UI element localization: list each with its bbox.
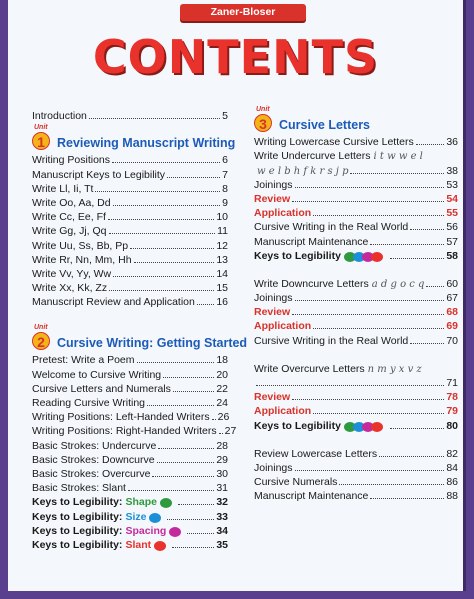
entry-page: 35 (216, 538, 228, 551)
leader-dots (313, 328, 444, 329)
leader-dots (379, 456, 444, 457)
toc-entry[interactable] (32, 252, 228, 266)
leader-dots (109, 290, 214, 291)
leader-dots (292, 314, 444, 315)
entry-page: 55 (446, 207, 458, 220)
cursive-sample: i t w w e l (373, 151, 423, 163)
unit-2-heading[interactable] (32, 324, 248, 351)
toc-entry[interactable] (32, 181, 228, 195)
leader-dots (173, 391, 214, 392)
toc-entry[interactable] (32, 294, 228, 308)
entry-label: Write Gg, Jj, Qq (32, 225, 107, 238)
entry-page: 26 (217, 411, 230, 424)
entry-page: 56 (446, 221, 458, 234)
entry-label: Cursive Letters and Numerals (32, 382, 171, 395)
entry-label: Manuscript Review and Application (32, 296, 195, 309)
page-title: CONTENTS (92, 30, 379, 84)
unit-number: 3 (254, 114, 272, 132)
entry-page: 79 (446, 405, 458, 418)
entry-label: Application (254, 320, 312, 333)
unit-title: Cursive Writing: Getting Started (57, 336, 248, 351)
entry-page: 67 (446, 292, 458, 305)
entry-label: Keys to Legibility: (32, 538, 123, 551)
leader-dots (158, 448, 214, 449)
toc-entry[interactable] (254, 446, 458, 460)
leader-dots (292, 201, 444, 202)
entry-label: Write Xx, Kk, Zz (32, 282, 108, 295)
toc-entry[interactable] (254, 318, 458, 332)
toc-entry[interactable] (32, 237, 228, 251)
cursive-sample: n m y x v z (367, 363, 422, 375)
entry-page: 54 (446, 192, 458, 205)
leader-dots (313, 215, 444, 216)
leader-dots (295, 187, 445, 188)
key-icon (371, 422, 383, 432)
toc-entry[interactable] (254, 290, 458, 304)
entry-page: 36 (446, 136, 458, 149)
entry-label: Write Undercurve Letters (254, 150, 371, 163)
toc-entry[interactable] (32, 266, 228, 280)
toc-entry-keys[interactable] (32, 494, 228, 508)
unit-word: Unit (34, 324, 48, 332)
leader-dots (152, 476, 214, 477)
entry-page: 15 (216, 282, 228, 295)
toc-entry[interactable] (32, 395, 228, 409)
toc-entry[interactable] (254, 474, 458, 488)
entry-page: 8 (222, 182, 228, 195)
entry-topic: Shape (125, 496, 157, 509)
unit-badge (32, 126, 54, 150)
key-icon (154, 541, 170, 551)
entry-label: Review (254, 306, 291, 319)
entry-page: 31 (216, 482, 228, 495)
leader-dots (157, 462, 215, 463)
toc-entry-introduction[interactable] (32, 108, 228, 122)
key-head (149, 513, 161, 523)
unit-3-block-1 (254, 134, 458, 262)
leader-dots (212, 419, 216, 420)
entry-page: 57 (446, 235, 458, 248)
entry-page: 86 (446, 476, 458, 489)
entry-label: Reading Cursive Writing (32, 397, 146, 409)
entry-label: Review (254, 391, 291, 404)
leader-dots (426, 286, 444, 287)
toc-entry[interactable] (32, 452, 228, 466)
leader-dots (313, 413, 444, 414)
unit-badge (254, 108, 276, 132)
entry-label: Manuscript Maintenance (254, 490, 369, 503)
entry-page: 38 (446, 164, 458, 177)
toc-entry[interactable] (32, 166, 228, 180)
leader-dots (95, 191, 220, 192)
contents-page (8, 0, 466, 591)
cursive-sample: w e l b h f k r s j p (257, 165, 349, 177)
toc-entry[interactable] (32, 280, 228, 294)
entry-page: 33 (216, 510, 228, 523)
leader-dots (187, 533, 214, 534)
entry-label: Write Oo, Aa, Dd (32, 196, 111, 209)
leader-dots (219, 433, 223, 434)
entry-label: Write Overcurve Letters (254, 362, 365, 375)
toc-entry[interactable] (32, 366, 228, 380)
entry-page: 22 (216, 382, 228, 395)
entry-label: Keys to Legibility: (32, 496, 123, 509)
unit-2-list (32, 352, 237, 495)
entry-page: 34 (216, 524, 228, 537)
leader-dots (256, 385, 444, 386)
entry-page: 70 (446, 334, 458, 347)
key-head (169, 527, 181, 537)
leader-dots (390, 428, 444, 429)
entry-page: 69 (446, 320, 458, 333)
keys-icon (344, 422, 388, 432)
leader-dots (112, 162, 220, 163)
entry-topic: Slant (125, 538, 152, 551)
entry-label: Basic Strokes: Downcurve (32, 453, 155, 466)
entry-page: 28 (216, 439, 228, 452)
entry-page: 18 (216, 354, 228, 367)
entry-page: 20 (216, 368, 228, 381)
leader-dots (128, 490, 214, 491)
leader-dots (197, 304, 214, 305)
leader-dots (390, 258, 444, 259)
unit-title: Reviewing Manuscript Writing (57, 136, 236, 151)
key-icon (169, 527, 185, 537)
leader-dots (167, 177, 220, 178)
toc-entry[interactable] (254, 361, 458, 375)
left-column (32, 108, 248, 551)
entry-page: 80 (446, 419, 458, 432)
toc-entry[interactable] (32, 381, 228, 395)
toc-entry[interactable] (254, 177, 458, 191)
toc-entry[interactable] (254, 134, 458, 148)
entry-page: 71 (446, 377, 458, 389)
spacer (254, 432, 458, 446)
toc-entry[interactable] (32, 223, 228, 237)
entry-label: Joinings (254, 461, 293, 474)
toc-entry-keys[interactable] (32, 523, 228, 537)
entry-label: Joinings (254, 292, 293, 305)
entry-label: Welcome to Cursive Writing (32, 368, 162, 381)
entry-page: 82 (446, 447, 458, 460)
leader-dots (163, 377, 214, 378)
leader-dots (410, 229, 444, 230)
leader-dots (370, 498, 444, 499)
toc-entry[interactable] (254, 417, 458, 431)
toc-entry[interactable] (254, 219, 458, 233)
leader-dots (113, 276, 214, 277)
toc-entry[interactable] (254, 205, 458, 219)
entry-page: 29 (216, 453, 228, 466)
entry-label: Review (254, 192, 291, 205)
leader-dots (292, 399, 444, 400)
entry-page: 10 (216, 211, 228, 224)
leader-dots (130, 248, 214, 249)
unit-number: 2 (32, 332, 50, 350)
toc-entry[interactable] (32, 466, 228, 480)
unit-title: Cursive Letters (279, 118, 371, 132)
spacer (254, 347, 458, 361)
entry-page: 88 (446, 490, 458, 503)
toc-entry[interactable] (32, 352, 228, 366)
key-icon (149, 513, 165, 523)
entry-label: Keys to Legibility: (32, 524, 123, 537)
entry-label: Write Uu, Ss, Bb, Pp (32, 239, 129, 252)
entry-label: Write Ll, Ii, Tt (32, 182, 94, 195)
entry-page: 58 (446, 249, 458, 262)
unit-3-block-2 (254, 276, 458, 347)
entry-page: 32 (216, 496, 228, 509)
leader-dots (134, 262, 215, 263)
entry-label: Writing Positions: Right-Handed Writers (32, 425, 217, 438)
entry-label: Basic Strokes: Undercurve (32, 439, 157, 452)
toc-entry[interactable] (254, 162, 458, 176)
entry-page: 14 (216, 267, 228, 280)
key-icon (160, 498, 176, 508)
leader-dots (370, 244, 444, 245)
leader-dots (172, 547, 214, 548)
spacer (32, 308, 228, 322)
toc-entry[interactable] (254, 233, 458, 247)
toc-entry[interactable] (32, 195, 228, 209)
toc-entry[interactable] (32, 409, 228, 423)
entry-page: 78 (446, 391, 458, 404)
entry-label: Writing Positions (32, 154, 111, 167)
right-column (254, 108, 458, 502)
unit-word: Unit (34, 124, 48, 132)
entry-label: Manuscript Maintenance (254, 235, 369, 248)
entry-label: Application (254, 207, 312, 220)
unit-number: 1 (32, 132, 50, 150)
unit-1-heading[interactable] (32, 124, 236, 151)
toc-entry[interactable] (254, 460, 458, 474)
entry-label: Write Vv, Yy, Ww (32, 267, 112, 280)
entry-label: Writing Positions: Left-Handed Writers (32, 411, 210, 424)
leader-dots (295, 470, 445, 471)
entry-topic: Spacing (125, 524, 167, 537)
leader-dots (350, 173, 444, 174)
leader-dots (178, 504, 214, 505)
entry-topic: Size (125, 510, 147, 523)
unit-3-block-4 (254, 446, 458, 503)
spacer (254, 262, 458, 276)
toc-entry[interactable] (254, 403, 458, 417)
entry-label: Basic Strokes: Overcurve (32, 467, 151, 480)
leader-dots (416, 144, 445, 145)
publisher-banner: Zaner-Bloser (180, 4, 306, 21)
entry-page: 16 (216, 296, 228, 309)
leader-dots (108, 219, 214, 220)
toc-entry-keys[interactable] (32, 508, 228, 522)
entry-label: Manuscript Keys to Legibility (32, 168, 166, 181)
entry-page: 6 (222, 154, 228, 167)
entry-page: 24 (216, 397, 228, 409)
entry-label: Basic Strokes: Slant (32, 482, 126, 495)
leader-dots (339, 484, 444, 485)
toc-entry[interactable] (254, 148, 458, 162)
leader-dots (295, 300, 445, 301)
entry-label: Writing Lowercase Cursive Letters (254, 136, 414, 149)
toc-entry[interactable] (254, 488, 458, 502)
entry-label: Cursive Writing in the Real World (254, 221, 409, 234)
leader-dots (113, 205, 221, 206)
toc-entry[interactable] (254, 375, 458, 389)
unit-badge (32, 326, 54, 350)
entry-label: Cursive Numerals (254, 476, 338, 489)
entry-page: 11 (217, 225, 228, 238)
entry-label: Application (254, 405, 312, 418)
toc-entry[interactable] (254, 304, 458, 318)
entry-page: 9 (222, 196, 228, 209)
toc-entry-keys[interactable] (32, 537, 228, 551)
toc-entry[interactable] (32, 152, 228, 166)
entry-label: Keys to Legibility (254, 249, 341, 262)
entry-label: Write Downcurve Letters (254, 277, 369, 290)
toc-entry[interactable] (254, 332, 458, 346)
entry-label: Review Lowercase Letters (254, 447, 378, 460)
keys-icon (344, 252, 388, 262)
unit-word: Unit (256, 106, 270, 113)
toc-entry[interactable] (254, 276, 458, 290)
leader-dots (147, 405, 214, 406)
entry-page: 13 (216, 253, 228, 266)
unit-1-list (32, 152, 228, 308)
entry-page: 12 (216, 239, 228, 252)
toc-entry[interactable] (254, 191, 458, 205)
entry-label: Joinings (254, 178, 293, 191)
key-head (154, 541, 166, 551)
leader-dots (167, 519, 214, 520)
toc-entry[interactable] (32, 423, 237, 438)
entry-page: 7 (222, 168, 228, 181)
unit-3-heading[interactable] (254, 108, 458, 132)
toc-entry[interactable] (32, 209, 228, 223)
unit-3-block-3 (254, 361, 458, 432)
entry-label: Cursive Writing in the Real World (254, 334, 409, 347)
toc-entry[interactable] (254, 389, 458, 403)
entry-label: Pretest: Write a Poem (32, 354, 135, 367)
entry-label: Write Cc, Ee, Ff (32, 211, 106, 224)
entry-label: Keys to Legibility: (32, 510, 123, 523)
entry-page: 30 (216, 467, 228, 480)
toc-entry[interactable] (254, 248, 458, 262)
leader-dots (89, 118, 220, 119)
toc-entry[interactable] (32, 437, 228, 451)
unit-2-keys-list (32, 494, 228, 551)
entry-page: 27 (224, 425, 237, 438)
toc-entry[interactable] (32, 480, 228, 494)
cursive-sample: a d g o c q (371, 278, 425, 290)
entry-page: 5 (222, 110, 228, 123)
entry-label: Introduction (32, 110, 87, 123)
entry-page: 60 (446, 277, 458, 290)
entry-label: Write Rr, Nn, Mm, Hh (32, 253, 132, 266)
key-icon (371, 252, 383, 262)
key-head (160, 498, 172, 508)
leader-dots (410, 343, 444, 344)
entry-label: Keys to Legibility (254, 419, 341, 432)
entry-page: 84 (446, 461, 458, 474)
leader-dots (109, 233, 216, 234)
entry-page: 53 (446, 178, 458, 191)
leader-dots (137, 362, 215, 363)
entry-page: 68 (446, 306, 458, 319)
